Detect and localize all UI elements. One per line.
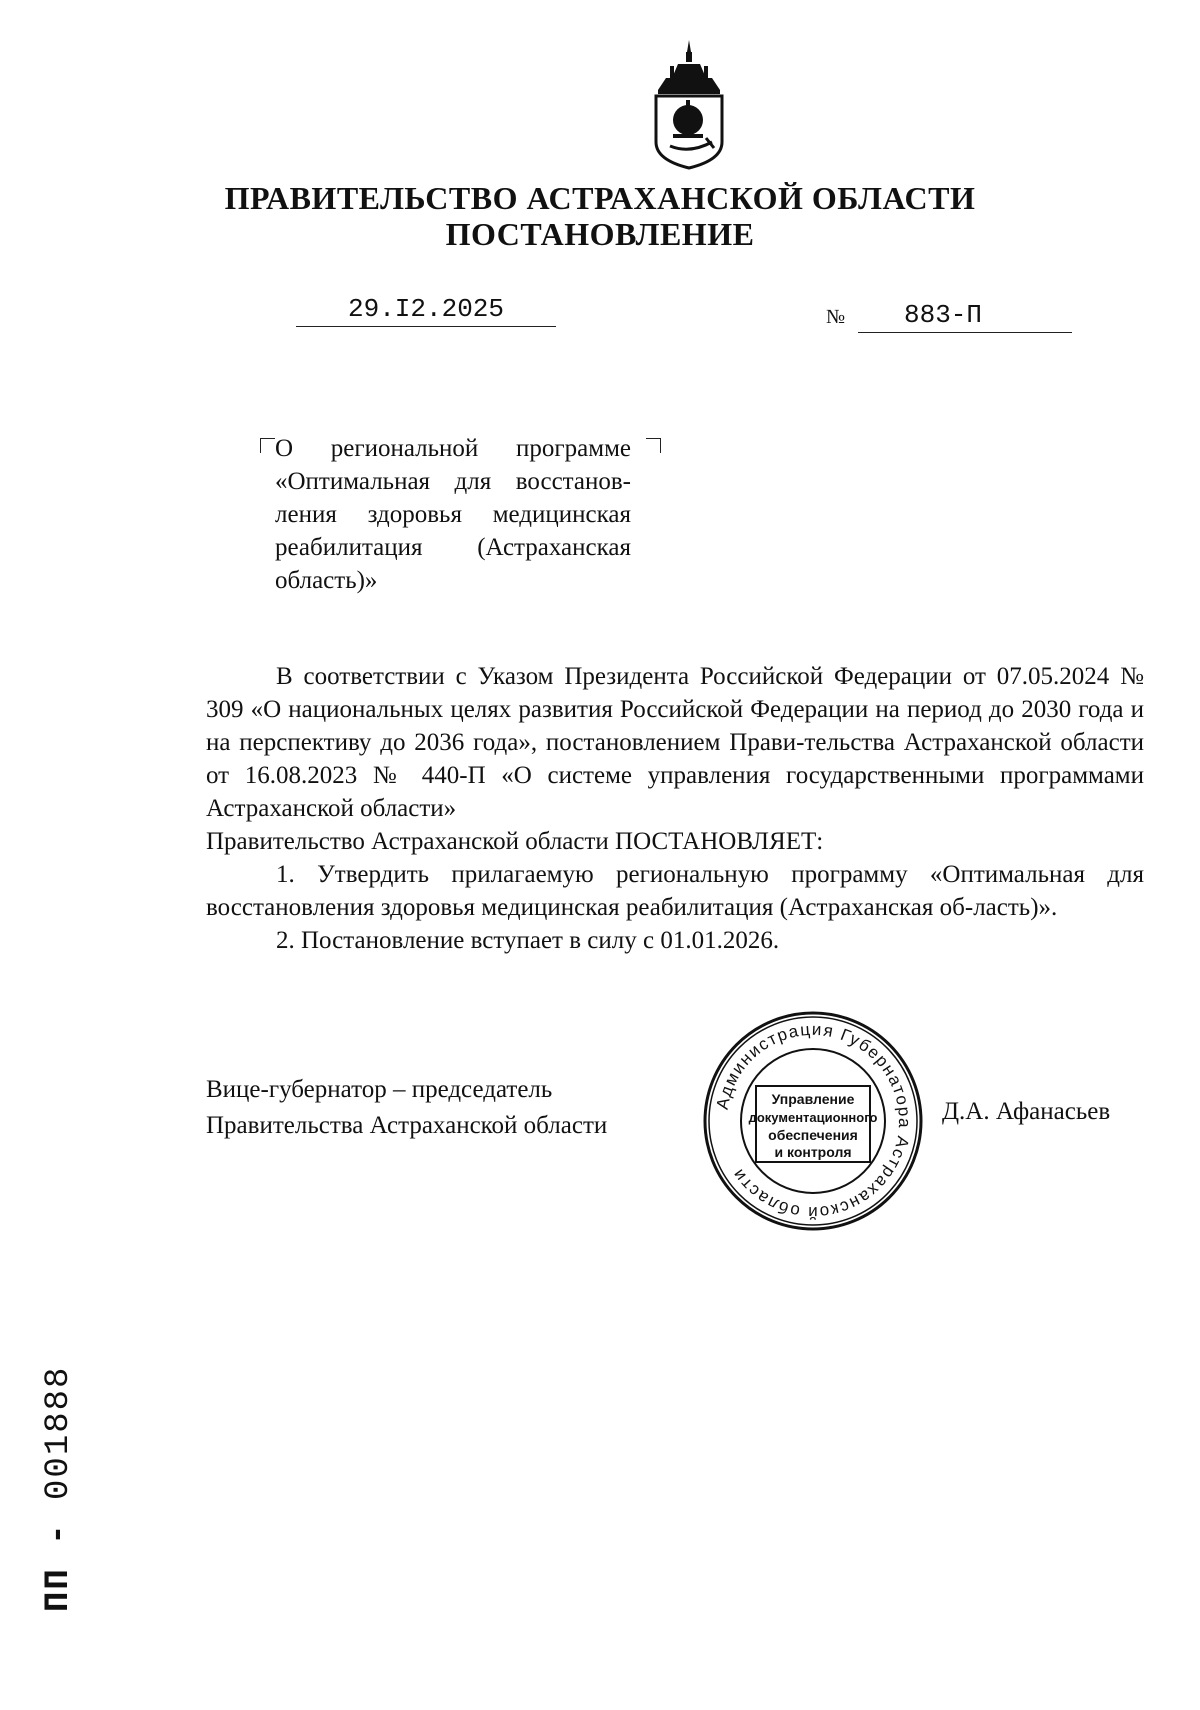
signatory-title	[206, 1072, 607, 1144]
stamp-center-line-3: обеспечения	[768, 1127, 858, 1143]
signatory-title-line-1: Вице-губернатор – председатель	[206, 1076, 553, 1103]
signatory-title-line-2: Правительства Астраханской области	[206, 1112, 608, 1139]
document-date: 29.I2.2025	[296, 294, 556, 327]
document-number: 883-П	[858, 300, 1072, 333]
resolution-item-2: 2. Постановление вступает в силу с 01.01.2026.	[276, 927, 780, 954]
stamp-center-line-4: и контроля	[774, 1144, 852, 1160]
official-stamp	[700, 1008, 926, 1234]
form-number: 001888	[40, 1365, 78, 1500]
number-sign: №	[826, 306, 846, 328]
document-body	[206, 660, 1144, 957]
signatory-name: Д.А. Афанасьев	[942, 1098, 1111, 1125]
document-type-title: ПОСТАНОВЛЕНИЕ	[445, 216, 755, 252]
organization-title: ПРАВИТЕЛЬСТВО АСТРАХАНСКОЙ ОБЛАСТИ	[224, 180, 976, 216]
subject-corner-left	[260, 438, 275, 453]
document-subject: О региональной программе «Оптимальная для восстанов-ления здоровья медицинская реабилитация (Астраханская область)»	[275, 435, 631, 594]
preamble-paragraph: В соответствии с Указом Президента Российской Федерации от 07.05.2024 № 309 «О национальных целях развития Российской Федерации на период до 2030 года и на перспективу до 2036 года», постановлением Прави-тельства Астраханской области от 16.08.2023 № 440-П «О системе управления государственными программами Астраханской области»	[206, 663, 1144, 822]
stamp-ring-text: Администрация Губернатора Астраханской области	[712, 1019, 915, 1223]
form-series: ПП -	[40, 1522, 78, 1612]
coat-of-arms-icon	[648, 38, 730, 172]
form-serial-code	[40, 1366, 78, 1612]
stamp-center-line-2: документационного	[748, 1110, 878, 1125]
subject-corner-right	[646, 438, 661, 453]
resolve-line: Правительство Астраханской области ПОСТАНОВЛЯЕТ:	[206, 828, 824, 855]
stamp-center-line-1: Управление	[771, 1091, 855, 1107]
resolution-item-1: 1. Утвердить прилагаемую региональную программу «Оптимальная для восстановления здоровья медицинская реабилитация (Астраханская об-ласть)».	[206, 861, 1144, 921]
